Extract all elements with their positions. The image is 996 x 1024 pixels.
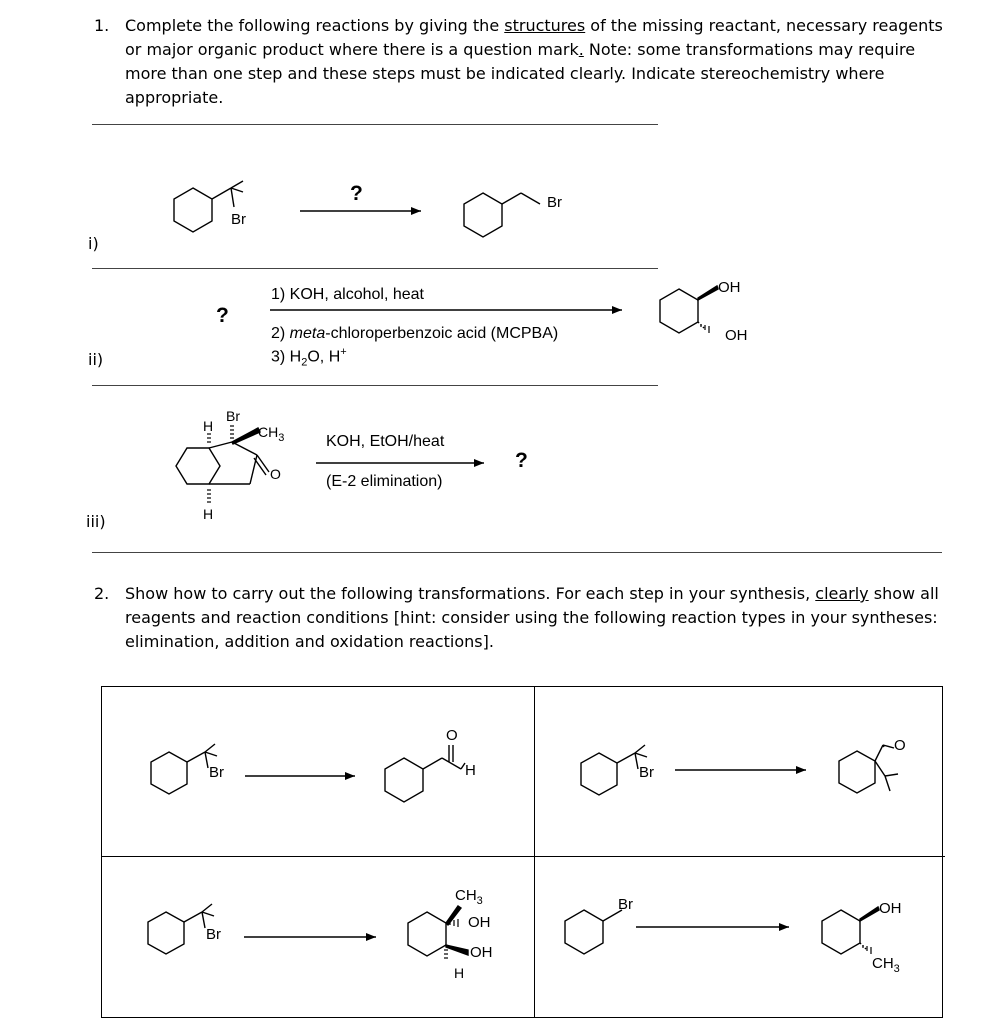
row-iii-reagent-2: (E-2 elimination) (326, 473, 443, 490)
q2-cell4-reactant-br: Br (618, 896, 633, 913)
row-ii-step-3: 3) $H_2O$, H+ (271, 346, 347, 369)
q2-cell3-product-oh-bottom: OH (470, 944, 493, 961)
row-i-question-mark: ? (350, 182, 363, 205)
q2-cell3-product-ch3: $CH_3$ (455, 887, 483, 907)
row-ii-hash-oh (701, 324, 709, 333)
row-iii-br: Br (226, 408, 240, 424)
question-1-number: 1. (94, 16, 110, 35)
question-1-text: Complete the following reactions by giving the structures of the missing reactant, necessary reagents or major organic product where there is a question mark. Note: some transformations may require more than one step and these steps must be indicated clearly. Indicate stereochemistry where appropriate. (125, 16, 943, 107)
row-i-product-cyclohexane (464, 193, 540, 237)
question-2-number: 2. (94, 584, 110, 603)
q2-cell1-product-h: H (465, 762, 476, 779)
row-iii-ch3: $CH_3$ (258, 424, 285, 444)
row-iii-reactant-bicycle (176, 442, 269, 484)
question-2-text: Show how to carry out the following transformations. For each step in your synthesis, clearly show all reagents and reaction conditions [hint: consider using the following reaction types in your syntheses: elimination, addition and oxidation reactions]. (125, 584, 939, 651)
row-i-product-br: Br (547, 194, 562, 211)
row-iii-hash-bonds (207, 426, 234, 502)
row-iii-reagent-1: KOH, EtOH/heat (326, 433, 445, 450)
q2-grid-outer (101, 686, 943, 1018)
q2-cell1-product-o: O (446, 727, 458, 744)
row-ii-product-cyclohexane (660, 289, 705, 333)
row-iii-question-mark: ? (515, 449, 528, 472)
row-ii-product-oh-top: OH (718, 279, 741, 296)
row-label-ii: ii) (88, 350, 104, 369)
row-iii-wedge-ch3 (232, 428, 260, 444)
q2-cell2-reactant-br: Br (639, 764, 654, 781)
row-ii-step-2: 2) meta-chloroperbenzoic acid (MCPBA) (271, 325, 559, 342)
q2-cell3-product-h: H (454, 965, 465, 981)
row-ii-step-1: 1) KOH, alcohol, heat (271, 286, 424, 303)
row-ii-question-mark: ? (216, 304, 229, 327)
q2-cell3-product-oh-top: OH (468, 914, 491, 931)
row-iii-h-top: H (203, 418, 214, 434)
row-iii-h-bottom: H (203, 506, 214, 522)
row-ii-product-oh-bottom: OH (725, 327, 748, 344)
row-label-i: i) (88, 234, 99, 253)
row-ii-wedge-oh (698, 286, 718, 300)
q2-cell4-product-ch3: $CH_3$ (872, 955, 900, 975)
row-iii-o: O (270, 466, 281, 482)
q2-cell1-reactant-br: Br (209, 764, 224, 781)
row-i-reactant-br: Br (231, 211, 246, 228)
q2-cell3-reactant-br: Br (206, 926, 221, 943)
q2-grid-horizontal-divider (101, 856, 945, 857)
q2-grid-vertical-divider (534, 686, 535, 1017)
q2-cell2-product-o: O (894, 737, 906, 754)
row-label-iii: iii) (86, 512, 106, 531)
q2-cell4-product-oh: OH (879, 900, 902, 917)
